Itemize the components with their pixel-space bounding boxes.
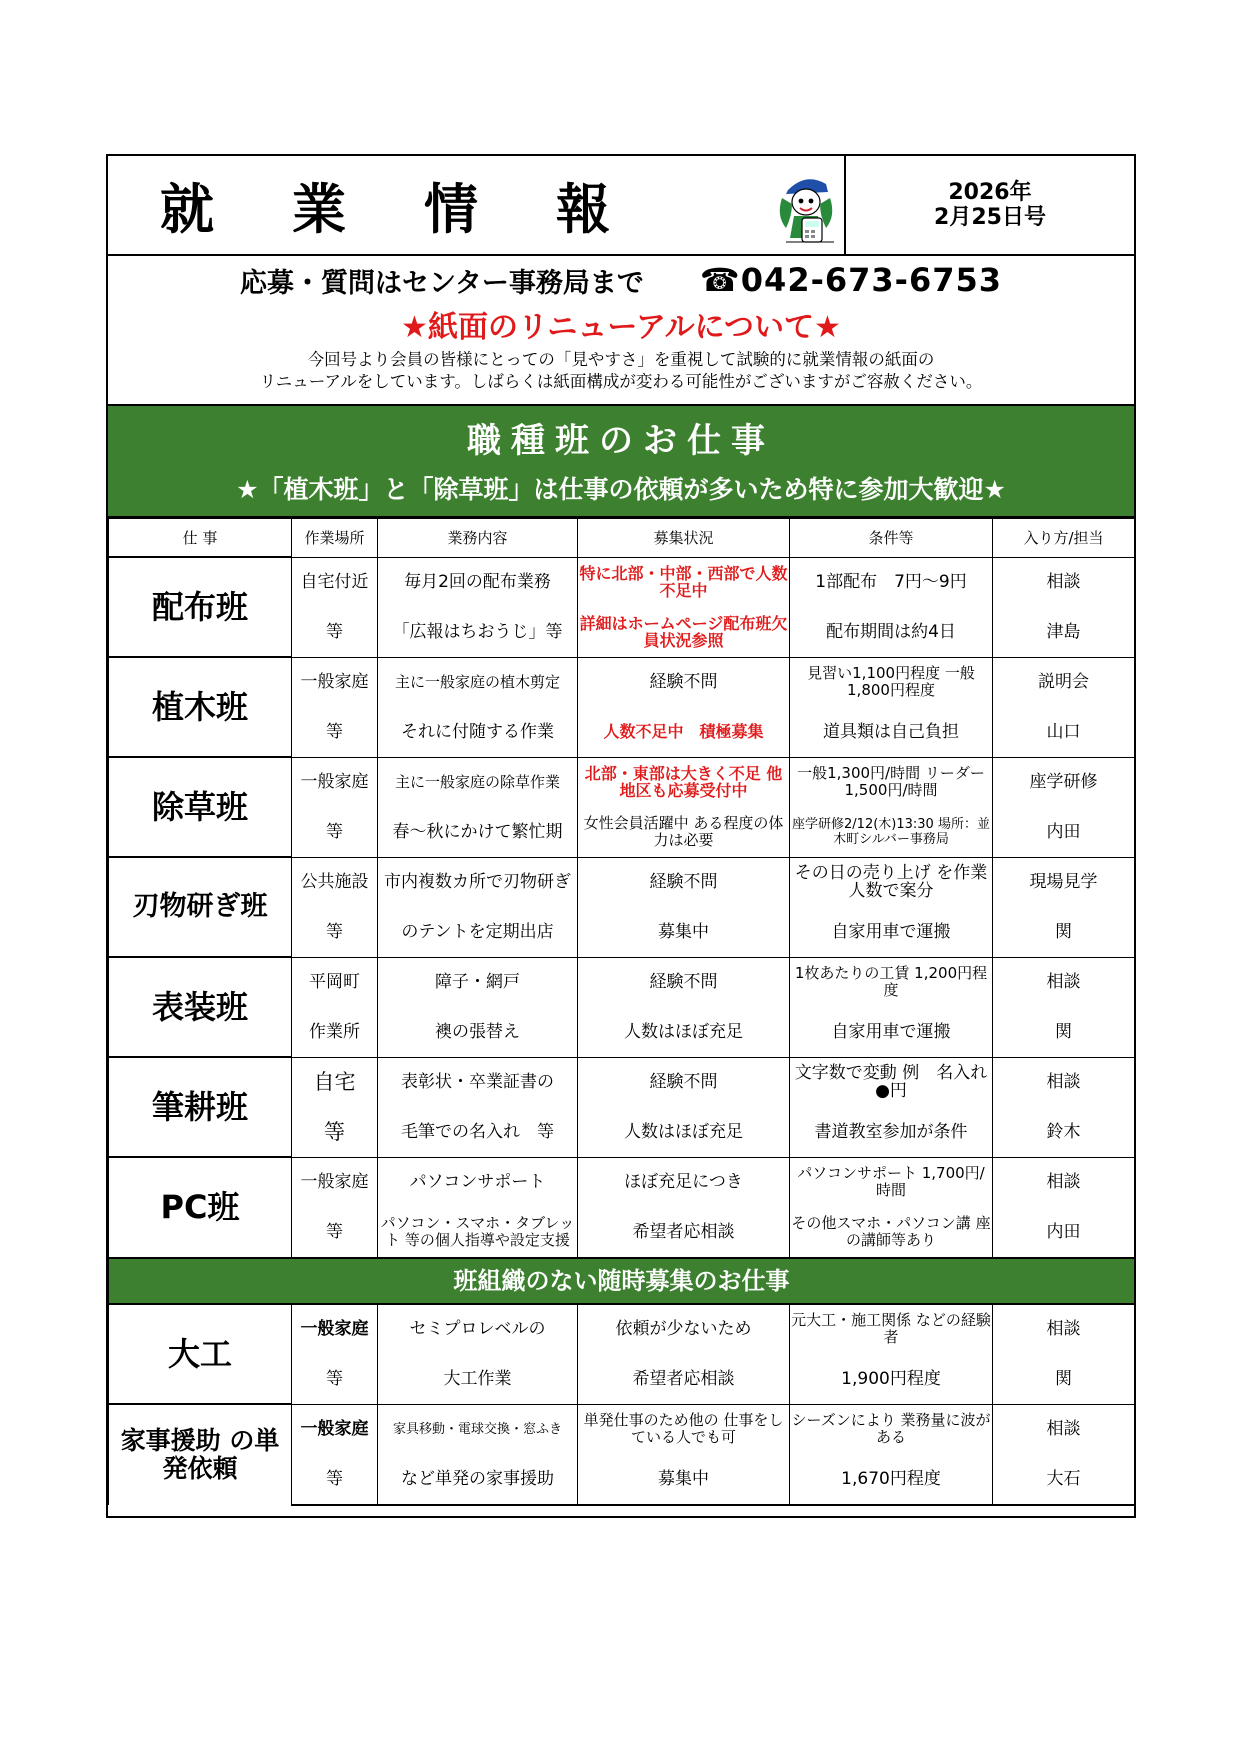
table-header-row (109, 519, 1135, 558)
issue-date-box (844, 156, 1134, 254)
contact-person: 現場見学 (993, 857, 1135, 907)
section-title: 職種班のお仕事 (467, 420, 775, 461)
contact-person: 相談 (993, 1304, 1135, 1354)
table-row (109, 757, 1135, 807)
work-place: 平岡町 (292, 957, 378, 1007)
conditions: 1枚あたりの工賃 1,200円程度 (790, 957, 993, 1007)
task-content: 毎月2回の配布業務 (378, 557, 578, 607)
table-row (109, 1304, 1135, 1354)
conditions: 1,670円程度 (790, 1454, 993, 1505)
task-content: 毛筆での名入れ 等 (378, 1107, 578, 1158)
contact-person: 内田 (993, 1207, 1135, 1258)
task-content: 主に一般家庭の植木剪定 (378, 657, 578, 707)
task-content: 家具移動・電球交換・窓ふき (378, 1404, 578, 1454)
job-name: PC班 (109, 1157, 292, 1258)
table-row (109, 1404, 1135, 1454)
task-content: 主に一般家庭の除草作業 (378, 757, 578, 807)
work-place: 一般家庭 (292, 757, 378, 807)
recruit-status: 希望者応相談 (578, 1207, 790, 1258)
conditions: 1,900円程度 (790, 1354, 993, 1405)
recruit-status: 特に北部・中部・西部で人数不足中 (578, 557, 790, 607)
recruit-status: ほぼ充足につき (578, 1157, 790, 1207)
work-place: 等 (292, 707, 378, 758)
conditions: 座学研修2/12(木)13:30 場所：並木町シルバー事務局 (790, 807, 993, 858)
section-band-ad-hoc (109, 1258, 1135, 1304)
work-place: 等 (292, 1354, 378, 1405)
task-content: 市内複数カ所で刃物研ぎ (378, 857, 578, 907)
work-place: 等 (292, 1207, 378, 1258)
recruit-status: 経験不問 (578, 1057, 790, 1107)
section-title: 班組織のない随時募集のお仕事 (109, 1258, 1135, 1304)
contact-person: 山口 (993, 707, 1135, 758)
conditions: 元大工・施工関係 などの経験者 (790, 1304, 993, 1354)
contact-person: 座学研修 (993, 757, 1135, 807)
task-content: それに付随する作業 (378, 707, 578, 758)
contact-person: 相談 (993, 1157, 1135, 1207)
job-name: 植木班 (109, 657, 292, 757)
issue-year: 2026年 (948, 180, 1032, 205)
work-place: 等 (292, 807, 378, 858)
work-place: 等 (292, 1107, 378, 1158)
column-header: 業務内容 (378, 519, 578, 558)
work-place: 一般家庭 (292, 657, 378, 707)
work-place: 一般家庭 (292, 1157, 378, 1207)
contact-person: 相談 (993, 957, 1135, 1007)
task-content: など単発の家事援助 (378, 1454, 578, 1505)
contact-person: 相談 (993, 557, 1135, 607)
recruit-status: 人数はほぼ充足 (578, 1107, 790, 1158)
conditions: 自家用車で運搬 (790, 1007, 993, 1058)
phone-number: ☎042-673-6753 (699, 261, 1002, 299)
work-place: 公共施設 (292, 857, 378, 907)
job-name: 表装班 (109, 957, 292, 1057)
work-place: 自宅 (292, 1057, 378, 1107)
notice-line: リニューアルをしています。しばらくは紙面構成が変わる可能性がございますがご容赦ください。 (259, 372, 983, 391)
notice-title: ★紙面のリニューアルについて★ (401, 310, 841, 345)
conditions: 自家用車で運搬 (790, 907, 993, 958)
contact-person: 関 (993, 1354, 1135, 1405)
column-header: 条件等 (790, 519, 993, 558)
task-content: のテントを定期出店 (378, 907, 578, 958)
column-header: 募集状況 (578, 519, 790, 558)
work-place: 一般家庭 (292, 1304, 378, 1354)
contact-person: 説明会 (993, 657, 1135, 707)
page-title: 就業情報 (160, 177, 688, 241)
conditions: パソコンサポート 1,700円/時間 (790, 1157, 993, 1207)
recruit-status: 募集中 (578, 907, 790, 958)
recruit-status: 経験不問 (578, 957, 790, 1007)
task-content: 大工作業 (378, 1354, 578, 1405)
contact-person: 相談 (993, 1057, 1135, 1107)
conditions: 道具類は自己負担 (790, 707, 993, 758)
job-info-sheet (106, 154, 1136, 1518)
recruit-status: 経験不問 (578, 857, 790, 907)
table-row (109, 1057, 1135, 1107)
recruit-status: 女性会員活躍中 ある程度の体力は必要 (578, 807, 790, 858)
table-row (109, 657, 1135, 707)
recruit-status: 単発仕事のため他の 仕事をしている人でも可 (578, 1404, 790, 1454)
notice-line: 今回号より会員の皆様にとっての「見やすさ」を重視して試験的に就業情報の紙面の (307, 350, 935, 369)
job-name: 配布班 (109, 557, 292, 657)
table-row (109, 1157, 1135, 1207)
work-place: 作業所 (292, 1007, 378, 1058)
contact-text: 応募・質問はセンター事務局まで (240, 267, 644, 299)
task-content: 「広報はちおうじ」等 (378, 607, 578, 658)
contact-person: 相談 (993, 1404, 1135, 1454)
recruit-status: 人数不足中 積極募集 (578, 707, 790, 758)
work-place: 等 (292, 907, 378, 958)
conditions: 見習い1,100円程度 一般1,800円程度 (790, 657, 993, 707)
contact-person: 鈴木 (993, 1107, 1135, 1158)
title-row (108, 156, 1134, 256)
recruit-status: 北部・東部は大きく不足 他地区も応募受付中 (578, 757, 790, 807)
task-content: パソコン・スマホ・タブレット 等の個人指導や設定支援 (378, 1207, 578, 1258)
conditions: 配布期間は約4日 (790, 607, 993, 658)
jobs-table (108, 518, 1135, 1506)
contact-person: 津島 (993, 607, 1135, 658)
task-content: 春～秋にかけて繁忙期 (378, 807, 578, 858)
section-band-trade-groups (108, 404, 1134, 518)
conditions: 1部配布 7円～9円 (790, 557, 993, 607)
contact-line (108, 256, 1134, 304)
mascot-figure-icon (768, 168, 844, 246)
conditions: その日の売り上げ を作業人数で案分 (790, 857, 993, 907)
recruit-status: 募集中 (578, 1454, 790, 1505)
column-header: 仕 事 (109, 519, 292, 558)
conditions: 文字数で変動 例 名入れ●円 (790, 1057, 993, 1107)
recruit-status: 詳細はホームページ配布班欠員状況参照 (578, 607, 790, 658)
column-header: 作業場所 (292, 519, 378, 558)
job-name: 筆耕班 (109, 1057, 292, 1157)
contact-person: 関 (993, 1007, 1135, 1058)
conditions: 一般1,300円/時間 リーダー1,500円/時間 (790, 757, 993, 807)
work-place: 等 (292, 1454, 378, 1505)
job-name: 家事援助 の単発依頼 (109, 1404, 292, 1505)
conditions: その他スマホ・パソコン講 座の講師等あり (790, 1207, 993, 1258)
table-row (109, 957, 1135, 1007)
job-name: 除草班 (109, 757, 292, 857)
job-name: 刃物研ぎ班 (109, 857, 292, 957)
recruit-status: 希望者応相談 (578, 1354, 790, 1405)
job-name: 大工 (109, 1304, 292, 1405)
task-content: 障子・網戸 (378, 957, 578, 1007)
task-content: セミプロレベルの (378, 1304, 578, 1354)
conditions: 書道教室参加が条件 (790, 1107, 993, 1158)
task-content: 表彰状・卒業証書の (378, 1057, 578, 1107)
contact-person: 関 (993, 907, 1135, 958)
task-content: パソコンサポート (378, 1157, 578, 1207)
column-header: 入り方/担当 (993, 519, 1135, 558)
contact-person: 大石 (993, 1454, 1135, 1505)
table-row (109, 557, 1135, 607)
recruit-status: 人数はほぼ充足 (578, 1007, 790, 1058)
work-place: 等 (292, 607, 378, 658)
recruit-status: 依頼が少ないため (578, 1304, 790, 1354)
conditions: シーズンにより 業務量に波がある (790, 1404, 993, 1454)
recruit-status: 経験不問 (578, 657, 790, 707)
task-content: 襖の張替え (378, 1007, 578, 1058)
table-row (109, 857, 1135, 907)
work-place: 一般家庭 (292, 1404, 378, 1454)
notice-body (108, 346, 1134, 396)
work-place: 自宅付近 (292, 557, 378, 607)
issue-date: 2月25日号 (934, 205, 1046, 230)
contact-person: 内田 (993, 807, 1135, 858)
section-subtitle: ★「植木班」と「除草班」は仕事の依頼が多いため特に参加大歓迎★ (236, 475, 1006, 504)
